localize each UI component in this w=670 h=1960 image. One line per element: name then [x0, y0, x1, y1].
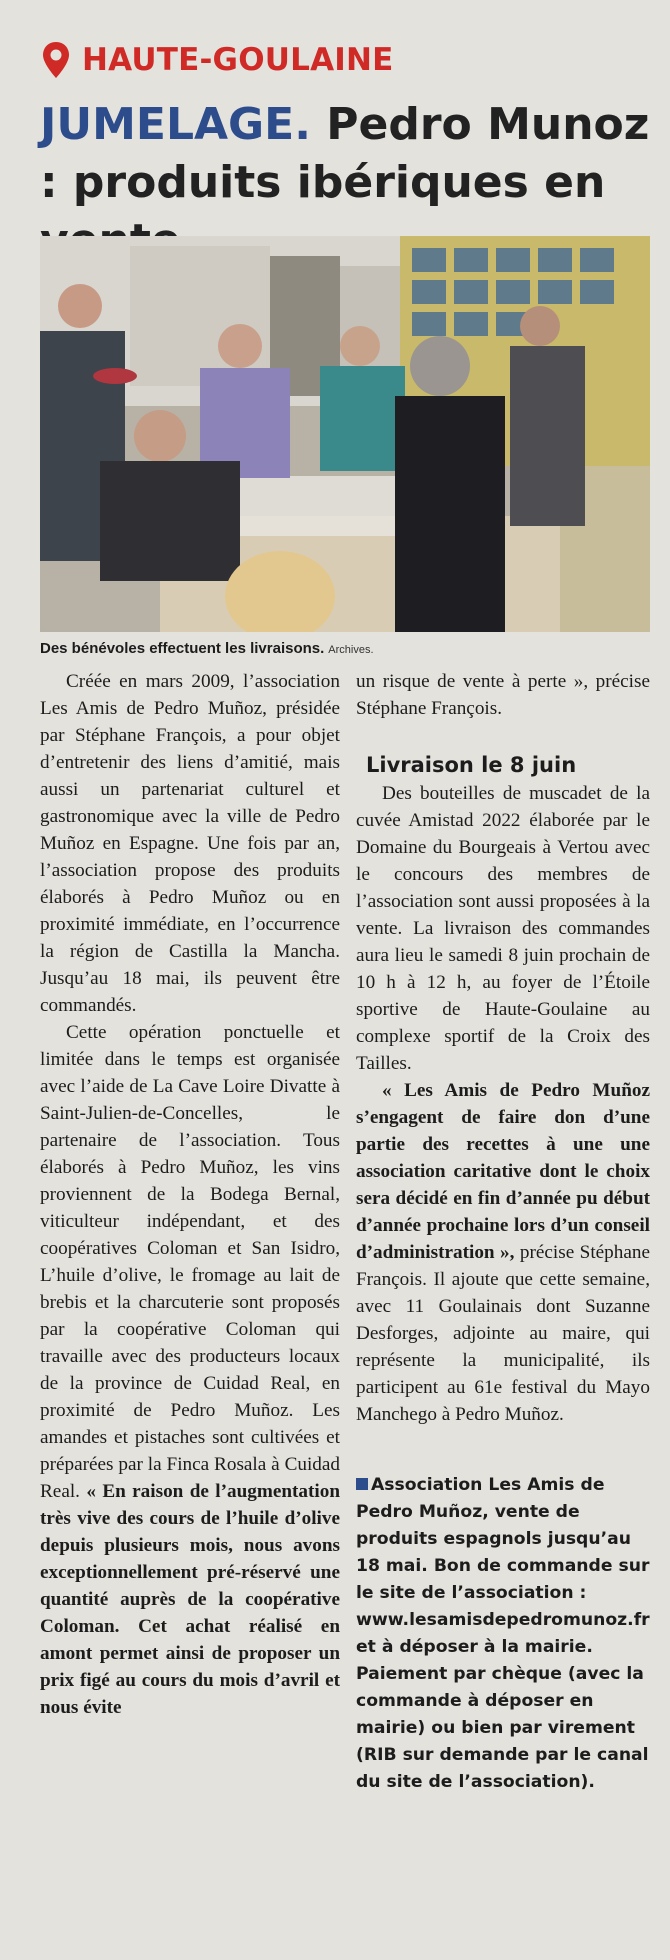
locality-label: HAUTE-GOULAINE: [82, 42, 394, 78]
article-column-right: [356, 668, 650, 1796]
photo-illustration: [40, 236, 650, 632]
square-bullet-icon: [356, 1478, 368, 1490]
caption-text: Des bénévoles effectuent les livraisons.: [40, 640, 325, 657]
map-pin-icon: [40, 40, 72, 80]
subheading: Livraison le 8 juin: [366, 753, 577, 777]
headline-kicker: JUMELAGE.: [40, 99, 311, 150]
paragraph-donation-text: précise Stéphane François. Il ajoute que cette semaine, avec 11 Goulainais dont Suzanne Desforges, adjointe au maire, qui représente la municipalité, ils participent au 61e festival du Mayo Manchego à Pedro Muñoz.: [356, 1242, 650, 1425]
paragraph-continuation: un risque de vente à perte », précise Stéphane François.: [356, 671, 650, 719]
info-box: [356, 1472, 650, 1796]
caption-credit: Archives.: [328, 644, 374, 656]
info-box-text: Association Les Amis de Pedro Muñoz, vente de produits espagnols jusqu’au 18 mai. Bon de commande sur le site de l’association : www.lesamisdepedromunoz.fr et à déposer à la mairie. Paiement par chèque (avec la commande à déposer en mairie) ou bien par virement (RIB sur demande par le canal du site de l’association).: [356, 1475, 650, 1792]
quote-olive-oil: « En raison de l’augmentation très vive des cours de l’huile d’olive depuis plusieurs mois, nous avons exceptionnellement pré-réservé une quantité auprès de la coopérative Coloman. Cet achat réalisé en amont permet ainsi de proposer un prix figé au cours du mois d’avril et nous évite: [40, 1481, 340, 1718]
quote-donation: « Les Amis de Pedro Muñoz s’engagent de faire don d’une partie des recettes à une une association caritative dont le choix sera décidé en fin d’année pu début d’année prochaine lors d’un conseil d’administration »,: [356, 1080, 650, 1263]
paragraph-operation: [40, 1019, 340, 1721]
paragraph-delivery: Des bouteilles de muscadet de la cuvée Amistad 2022 élaborée par le Domaine du Bourgeais à Vertou avec le concours des membres de l’association sont aussi proposées à la vente. La livraison des commandes aura lieu le samedi 8 juin prochain de 10 h à 12 h, au foyer de l’Étoile sportive de Haute-Goulaine au complexe sportif de la Croix des Tailles.: [356, 783, 650, 1074]
article-photo: [40, 236, 650, 632]
paragraph-donation: [356, 1077, 650, 1428]
paragraph-intro: Créée en mars 2009, l’association Les Amis de Pedro Muñoz, présidée par Stéphane François, a pour objet d’entretenir des liens d’amitié, mais aussi un partenariat culturel et gastronomique avec la ville de Pedro Muñoz en Espagne. Une fois par an, l’association propose des produits élaborés à Pedro Muñoz ou en proximité immédiate, en l’occurrence la région de Castilla la Mancha. Jusqu’au 18 mai, ils peuvent être commandés.: [40, 671, 340, 1016]
photo-caption: [40, 640, 374, 657]
headline-title: Pedro Munoz : produits ibériques en: [40, 99, 650, 208]
locality-header: [40, 38, 394, 82]
article-column-left: [40, 668, 340, 1721]
paragraph-operation-text: Cette opération ponctuelle et limitée dans le temps est organisée avec l’aide de La Cave Loire Divatte à Saint-Julien-de-Concelles, le partenaire de l’association. Tous élaborés à Pedro Muñoz, les vins proviennent de la Bodega Bernal, viticulteur indépendant, et des coopératives Coloman et San Isidro, L’huile d’olive, le fromage au lait de brebis et la charcuterie sont proposés par la coopérative Coloman qui travaille avec des producteurs locaux de la province de Cuidad Real, en proximité de Pedro Muñoz. Les amandes et pistaches sont cultivées et préparées par la Finca Rosala à Cuidad Real.: [40, 1022, 340, 1502]
